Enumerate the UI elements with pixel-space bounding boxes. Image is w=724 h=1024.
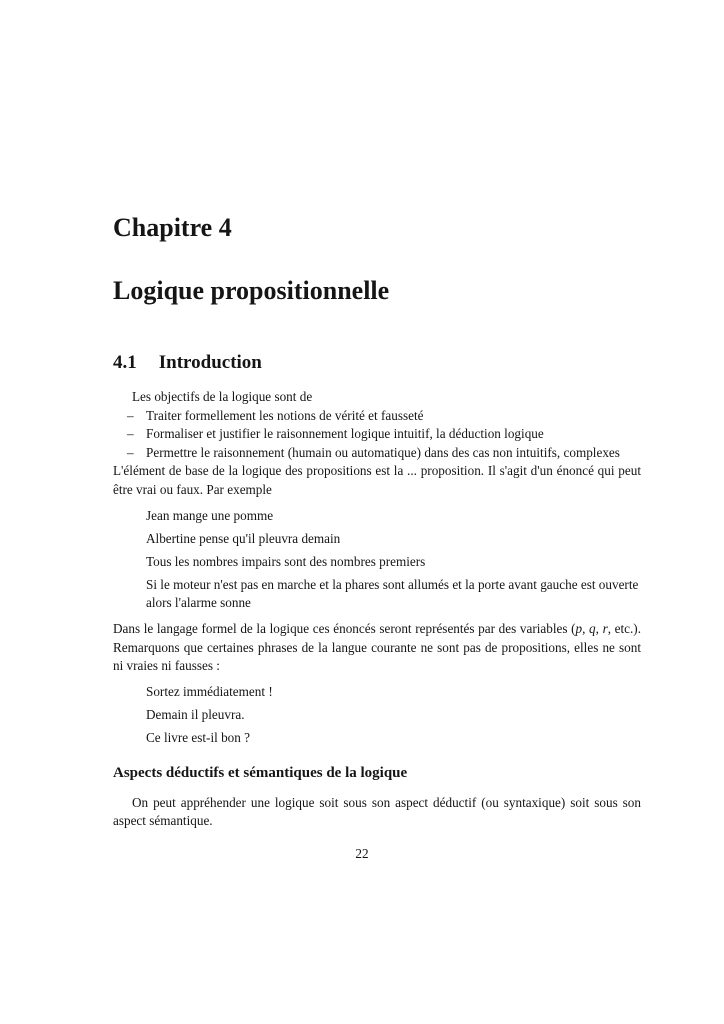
dash-marker: – [127, 444, 134, 460]
example-item: Albertine pense qu'il pleuvra demain [146, 530, 341, 546]
paragraph-aspects: On peut appréhender une logique soit sous son aspect déductif (ou syntaxique) soit sous son aspect sémantique. [113, 794, 641, 829]
paragraph-formal-before: Dans le langage formel de la logique ces énoncés seront représentés par des variables ( [113, 621, 576, 637]
objectives-list [113, 407, 641, 463]
separator: , [582, 621, 590, 637]
examples-block [146, 507, 641, 613]
example-item: Jean mange une pomme [146, 507, 274, 523]
dash-marker: – [127, 426, 134, 442]
variable-r: r [602, 621, 608, 637]
list-item-text: Formaliser et justifier le raisonnement logique intuitif, la déduction logique [146, 426, 544, 442]
non-proposition-item: Demain il pleuvra. [146, 706, 245, 722]
section-number: 4.1 [113, 352, 137, 373]
paragraph-proposition-definition: L'élément de base de la logique des propositions est la ... proposition. Il s'agit d'un énoncé qui peut être vrai ou faux. Par exemple [113, 463, 641, 497]
example-item: Tous les nombres impairs sont des nombres premiers [146, 553, 426, 569]
page-content [113, 0, 641, 831]
paragraph-formal-after: , etc.). Remarquons que certaines phrases de la langue courante ne sont pas de propositions, elles ne sont ni vraies ni fausses : [113, 621, 641, 674]
example-item: Si le moteur n'est pas en marche et la phares sont allumés et la porte avant gauche est ouverte alors l'alarme sonne [146, 576, 639, 611]
dash-marker: – [127, 407, 134, 423]
subsection-heading: Aspects déductifs et sémantiques de la logique [113, 764, 408, 781]
section-title: Introduction [158, 352, 262, 373]
paragraph-objectives-intro: Les objectifs de la logique sont de [132, 389, 313, 404]
paragraph-formal-language [113, 620, 641, 676]
chapter-title-heading: Logique propositionnelle [113, 276, 390, 305]
list-item-text: Permettre le raisonnement (humain ou automatique) dans des cas non intuitifs, complexes [146, 444, 620, 460]
list-item [127, 407, 641, 426]
page-number: 22 [355, 846, 369, 861]
chapter-number-heading: Chapitre 4 [113, 213, 232, 242]
variable-p: p [575, 621, 583, 637]
separator: , [595, 621, 603, 637]
non-propositions-block [146, 683, 641, 748]
list-item-text: Traiter formellement les notions de vérité et fausseté [146, 407, 424, 423]
section-heading [113, 351, 641, 374]
non-proposition-item: Ce livre est-il bon ? [146, 730, 251, 745]
list-item [127, 425, 641, 444]
non-proposition-item: Sortez immédiatement ! [146, 683, 273, 699]
variable-q: q [589, 621, 596, 637]
list-item [127, 444, 641, 463]
